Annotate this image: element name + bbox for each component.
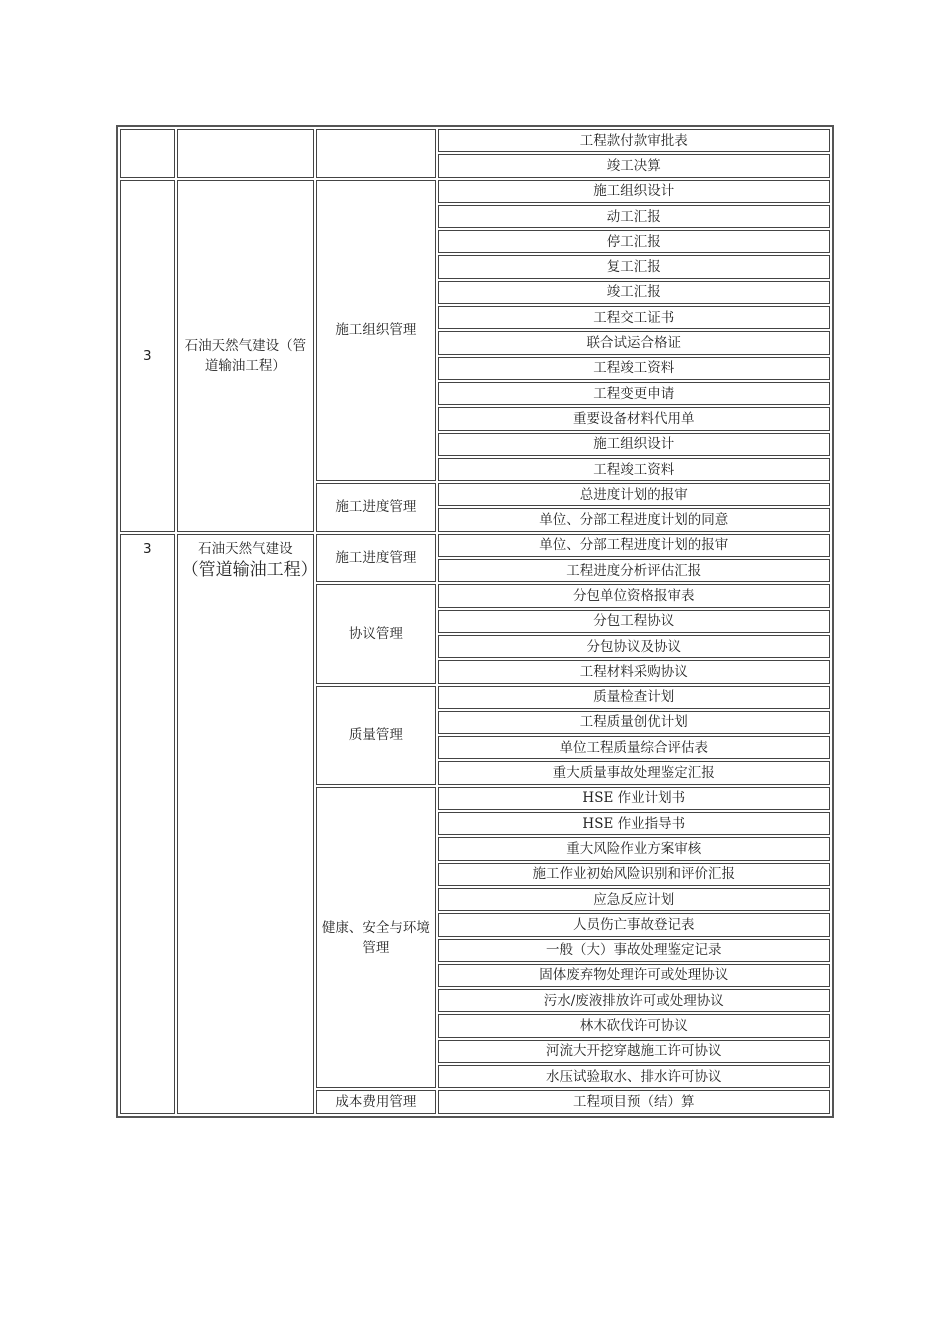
item-cell: 工程质量创优计划 — [438, 711, 830, 734]
item-cell: 水压试验取水、排水许可协议 — [438, 1065, 830, 1088]
table-body — [120, 129, 830, 1114]
item-cell: 单位、分部工程进度计划的同意 — [438, 508, 830, 531]
category-cell: 成本费用管理 — [316, 1090, 435, 1113]
name-line-2: （管道输油工程） — [181, 559, 318, 580]
item-cell: 总进度计划的报审 — [438, 483, 830, 506]
item-cell: 工程竣工资料 — [438, 357, 830, 380]
number-cell: 3 — [120, 180, 175, 532]
item-cell: 林木砍伐许可协议 — [438, 1014, 830, 1037]
name-cell — [177, 129, 315, 178]
item-cell: 动工汇报 — [438, 205, 830, 228]
item-cell: 复工汇报 — [438, 255, 830, 278]
item-cell: 分包单位资格报审表 — [438, 584, 830, 607]
item-cell: HSE 作业指导书 — [438, 812, 830, 835]
item-cell: 工程竣工资料 — [438, 458, 830, 481]
item-cell: 河流大开挖穿越施工许可协议 — [438, 1040, 830, 1063]
item-cell: 分包工程协议 — [438, 610, 830, 633]
item-cell: 人员伤亡事故登记表 — [438, 913, 830, 936]
table-row — [120, 180, 830, 203]
name-cell: 石油天然气建设（管道输油工程） — [177, 180, 315, 532]
item-cell: 竣工决算 — [438, 154, 830, 177]
item-cell: 工程进度分析评估汇报 — [438, 559, 830, 582]
item-cell: 单位、分部工程进度计划的报审 — [438, 534, 830, 557]
item-cell: 竣工汇报 — [438, 281, 830, 304]
item-cell: 联合试运合格证 — [438, 331, 830, 354]
item-cell: 工程交工证书 — [438, 306, 830, 329]
category-cell: 施工进度管理 — [316, 483, 435, 532]
item-cell: 重大质量事故处理鉴定汇报 — [438, 761, 830, 784]
item-cell: 施工作业初始风险识别和评价汇报 — [438, 863, 830, 886]
table-row — [120, 534, 830, 557]
item-cell: 施工组织设计 — [438, 433, 830, 456]
category-cell: 协议管理 — [316, 584, 435, 683]
item-cell: 固体废弃物处理许可或处理协议 — [438, 964, 830, 987]
item-cell: 污水/废液排放许可或处理协议 — [438, 989, 830, 1012]
item-cell: 停工汇报 — [438, 230, 830, 253]
number-cell: 3 — [120, 534, 175, 1114]
table-row — [120, 129, 830, 152]
item-cell: 重大风险作业方案审核 — [438, 837, 830, 860]
name-line-1: 石油天然气建设 — [198, 540, 293, 557]
category-cell: 健康、安全与环境管理 — [316, 787, 435, 1089]
item-cell: 一般（大）事故处理鉴定记录 — [438, 939, 830, 962]
item-cell: HSE 作业计划书 — [438, 787, 830, 810]
number-cell — [120, 129, 175, 178]
document-table — [116, 125, 834, 1118]
category-cell: 施工进度管理 — [316, 534, 435, 583]
item-cell: 工程材料采购协议 — [438, 660, 830, 683]
item-cell: 质量检查计划 — [438, 686, 830, 709]
category-cell — [316, 129, 435, 178]
name-cell — [177, 534, 318, 1114]
item-cell: 分包协议及协议 — [438, 635, 830, 658]
item-cell: 单位工程质量综合评估表 — [438, 736, 830, 759]
category-cell: 施工组织管理 — [316, 180, 435, 482]
item-cell: 工程项目预（结）算 — [438, 1090, 830, 1113]
item-cell: 应急反应计划 — [438, 888, 830, 911]
item-cell: 施工组织设计 — [438, 180, 830, 203]
category-cell: 质量管理 — [316, 686, 435, 785]
item-cell: 重要设备材料代用单 — [438, 407, 830, 430]
item-cell: 工程款付款审批表 — [438, 129, 830, 152]
item-cell: 工程变更申请 — [438, 382, 830, 405]
